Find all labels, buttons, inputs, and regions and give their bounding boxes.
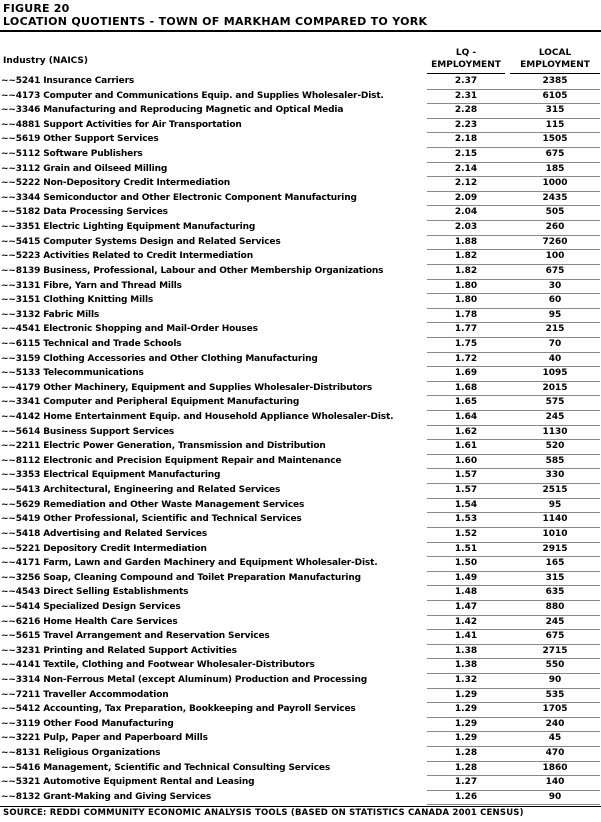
table-row [0,177,601,192]
employment-cell: 1130 [542,426,568,437]
employment-cell: 2435 [542,192,568,203]
lq-cell: 1.60 [454,455,478,466]
table-row [0,499,601,514]
industry-cell: ~~6115 Technical and Trade Schools [1,338,182,349]
industry-cell: ~~3314 Non-Ferrous Metal (except Aluminum) Production and Processing [1,674,367,685]
industry-cell: ~~4171 Farm, Lawn and Garden Machinery and Equipment Wholesaler-Dist. [1,558,378,569]
employment-cell: 470 [545,748,565,759]
table-row [0,236,601,251]
lq-cell: 1.72 [454,353,478,364]
industry-cell: ~~5415 Computer Systems Design and Related Services [1,236,281,247]
employment-cell: 165 [545,558,565,569]
table-row [0,455,601,470]
employment-cell: 115 [545,119,565,130]
employment-cell: 2515 [542,485,568,496]
lq-cell: 1.47 [454,601,478,612]
employment-cell: 330 [545,470,565,481]
table-row [0,543,601,558]
industry-cell: ~~5221 Depository Credit Intermediation [1,543,207,554]
industry-cell: ~~2211 Electric Power Generation, Transmission and Distribution [1,441,326,452]
figure-title: LOCATION QUOTIENTS - TOWN OF MARKHAM COMPARED TO YORK [3,15,428,28]
table-row [0,280,601,295]
lq-cell: 1.38 [454,645,478,656]
table-row [0,659,601,674]
industry-cell: ~~3159 Clothing Accessories and Other Clothing Manufacturing [1,353,318,364]
table-row [0,645,601,660]
lq-cell: 1.27 [454,777,478,788]
industry-cell: ~~3353 Electrical Equipment Manufacturing [1,470,221,481]
lq-cell: 1.57 [454,470,478,481]
employment-cell: 70 [548,338,562,349]
source-note: SOURCE: REDDI COMMUNITY ECONOMIC ANALYSIS TOOLS (BASED ON STATISTICS CANADA 2001 CENSUS) [3,808,524,818]
industry-cell: ~~3151 Clothing Knitting Mills [1,295,154,306]
lq-cell: 1.26 [454,791,478,802]
employment-cell: 535 [545,689,565,700]
lq-cell: 1.29 [454,718,478,729]
lq-cell: 1.38 [454,660,478,671]
lq-cell: 1.28 [454,762,478,773]
industry-cell: ~~3231 Printing and Related Support Activities [1,645,237,656]
lq-cell: 1.28 [454,748,478,759]
employment-cell: 90 [548,674,562,685]
industry-cell: ~~5412 Accounting, Tax Preparation, Bookkeeping and Payroll Services [1,704,356,715]
table-row [0,133,601,148]
employment-column-header [510,47,600,71]
lq-cell: 2.03 [454,222,478,233]
lq-cell: 1.29 [454,704,478,715]
lq-cell: 1.78 [454,309,478,320]
table-row [0,616,601,631]
lq-cell: 1.77 [454,324,478,335]
table-row [0,367,601,382]
table-row [0,396,601,411]
industry-cell: ~~3119 Other Food Manufacturing [1,718,174,729]
table-row [0,104,601,119]
lq-cell: 1.68 [454,382,478,393]
industry-cell: ~~5629 Remediation and Other Waste Management Services [1,499,305,510]
table-row [0,718,601,733]
industry-cell: ~~5223 Activities Related to Credit Intermediation [1,251,253,262]
table-row [0,776,601,791]
table-row [0,469,601,484]
lq-cell: 1.51 [454,543,478,554]
lq-cell: 1.82 [454,251,478,262]
industry-cell: ~~6216 Home Health Care Services [1,616,178,627]
employment-cell: 575 [545,397,565,408]
lq-cell: 2.18 [454,134,478,145]
lq-cell: 1.48 [454,587,478,598]
employment-cell: 505 [545,207,565,218]
industry-cell: ~~4881 Support Activities for Air Transportation [1,119,242,130]
lq-cell: 1.69 [454,368,478,379]
lq-cell: 1.80 [454,295,478,306]
table-row [0,630,601,645]
lq-cell: 1.62 [454,426,478,437]
employment-cell: 240 [545,718,565,729]
industry-cell: ~~3341 Computer and Peripheral Equipment Manufacturing [1,397,300,408]
lq-cell: 2.28 [454,105,478,116]
table-row [0,586,601,601]
table-row [0,382,601,397]
industry-cell: ~~3221 Pulp, Paper and Paperboard Mills [1,733,208,744]
industry-cell: ~~3256 Soap, Cleaning Compound and Toilet Preparation Manufacturing [1,572,361,583]
lq-header-line2: EMPLOYMENT [431,60,501,70]
data-table [0,75,601,805]
employment-cell: 1140 [542,514,568,525]
employment-cell: 2715 [542,645,568,656]
table-row [0,294,601,309]
table-row [0,250,601,265]
industry-cell: ~~5182 Data Processing Services [1,207,168,218]
table-row [0,206,601,221]
employment-cell: 45 [548,733,562,744]
table-row [0,163,601,178]
table-row [0,309,601,324]
lq-cell: 1.53 [454,514,478,525]
employment-header-line2: EMPLOYMENT [520,60,590,70]
industry-cell: ~~5321 Automotive Equipment Rental and Leasing [1,777,255,788]
lq-cell: 2.37 [454,76,478,86]
lq-cell: 1.65 [454,397,478,408]
lq-cell: 1.64 [454,412,478,423]
employment-cell: 1000 [542,178,568,189]
employment-cell: 1010 [542,528,568,539]
lq-cell: 1.88 [454,236,478,247]
table-row [0,791,601,806]
table-row [0,426,601,441]
employment-cell: 635 [545,587,565,598]
employment-cell: 245 [545,412,565,423]
employment-cell: 675 [545,265,565,276]
industry-cell: ~~5222 Non-Depository Credit Intermediation [1,178,231,189]
industry-cell: ~~3112 Grain and Oilseed Milling [1,163,168,174]
employment-cell: 60 [548,295,562,306]
table-row [0,747,601,762]
table-row [0,557,601,572]
lq-cell: 1.82 [454,265,478,276]
lq-cell: 2.04 [454,207,478,218]
employment-cell: 1860 [542,762,568,773]
industry-cell: ~~4541 Electronic Shopping and Mail-Order Houses [1,324,258,335]
employment-cell: 2385 [542,76,568,86]
table-row [0,411,601,426]
industry-cell: ~~5416 Management, Scientific and Technical Consulting Services [1,762,331,773]
industry-cell: ~~3351 Electric Lighting Equipment Manufacturing [1,222,256,233]
lq-cell: 1.29 [454,689,478,700]
industry-cell: ~~7211 Traveller Accommodation [1,689,169,700]
table-row [0,674,601,689]
table-row [0,572,601,587]
industry-cell: ~~3346 Manufacturing and Reproducing Magnetic and Optical Media [1,105,344,116]
employment-cell: 185 [545,163,565,174]
employment-cell: 550 [545,660,565,671]
industry-cell: ~~4142 Home Entertainment Equip. and Household Appliance Wholesaler-Dist. [1,412,394,423]
table-row [0,119,601,134]
employment-cell: 215 [545,324,565,335]
employment-cell: 95 [548,499,562,510]
industry-cell: ~~8132 Grant-Making and Giving Services [1,791,212,802]
lq-cell: 1.54 [454,499,478,510]
lq-cell: 2.09 [454,192,478,203]
table-row [0,762,601,777]
industry-cell: ~~5112 Software Publishers [1,149,143,160]
table-row [0,265,601,280]
lq-cell: 2.23 [454,119,478,130]
lq-cell: 1.29 [454,733,478,744]
industry-cell: ~~5614 Business Support Services [1,426,175,437]
employment-cell: 140 [545,777,565,788]
lq-column-header [427,47,505,71]
table-row [0,90,601,105]
lq-cell: 1.57 [454,485,478,496]
employment-cell: 315 [545,105,565,116]
employment-cell: 315 [545,572,565,583]
lq-cell: 1.52 [454,528,478,539]
employment-cell: 30 [548,280,562,291]
table-row [0,440,601,455]
table-row [0,528,601,543]
industry-cell: ~~3344 Semiconductor and Other Electronic Component Manufacturing [1,192,357,203]
employment-cell: 1505 [542,134,568,145]
industry-cell: ~~8131 Religious Organizations [1,748,161,759]
employment-cell: 100 [545,251,565,262]
industry-cell: ~~5241 Insurance Carriers [1,76,135,86]
table-row [0,601,601,616]
employment-header-underline [510,73,600,74]
table-row [0,703,601,718]
employment-cell: 7260 [542,236,568,247]
figure-label: FIGURE 20 [3,2,70,15]
table-row [0,484,601,499]
lq-cell: 1.49 [454,572,478,583]
lq-header-underline [427,73,505,74]
industry-cell: ~~5418 Advertising and Related Services [1,528,208,539]
industry-cell: ~~5619 Other Support Services [1,134,159,145]
lq-cell: 1.75 [454,338,478,349]
industry-column-header: Industry (NAICS) [3,56,89,66]
industry-cell: ~~5615 Travel Arrangement and Reservation Services [1,631,270,642]
lq-cell: 2.15 [454,149,478,160]
table-row [0,353,601,368]
employment-cell: 2915 [542,543,568,554]
table-row [0,338,601,353]
industry-cell: ~~4543 Direct Selling Establishments [1,587,189,598]
lq-cell: 1.32 [454,674,478,685]
industry-cell: ~~3131 Fibre, Yarn and Thread Mills [1,280,182,291]
employment-cell: 40 [548,353,562,364]
employment-cell: 2015 [542,382,568,393]
industry-cell: ~~3132 Fabric Mills [1,309,100,320]
table-row [0,148,601,163]
employment-cell: 880 [545,601,565,612]
employment-cell: 245 [545,616,565,627]
employment-cell: 675 [545,631,565,642]
industry-cell: ~~4179 Other Machinery, Equipment and Supplies Wholesaler-Distributors [1,382,373,393]
employment-cell: 260 [545,222,565,233]
industry-cell: ~~5419 Other Professional, Scientific and Technical Services [1,514,302,525]
employment-cell: 1095 [542,368,568,379]
lq-cell: 1.42 [454,616,478,627]
lq-cell: 1.50 [454,558,478,569]
industry-cell: ~~5413 Architectural, Engineering and Related Services [1,485,281,496]
employment-cell: 6105 [542,90,568,101]
bottom-rule [0,806,601,807]
lq-cell: 2.12 [454,178,478,189]
employment-cell: 90 [548,791,562,802]
employment-cell: 1705 [542,704,568,715]
industry-cell: ~~5414 Specialized Design Services [1,601,181,612]
table-row [0,732,601,747]
employment-cell: 585 [545,455,565,466]
employment-cell: 520 [545,441,565,452]
employment-cell: 675 [545,149,565,160]
table-row [0,689,601,704]
industry-cell: ~~4173 Computer and Communications Equip. and Supplies Wholesaler-Dist. [1,90,384,101]
industry-cell: ~~5133 Telecommunications [1,368,144,379]
employment-cell: 95 [548,309,562,320]
industry-cell: ~~8112 Electronic and Precision Equipment Repair and Maintenance [1,455,342,466]
employment-header-line1: LOCAL [538,48,572,58]
lq-header-line1: LQ - [455,48,477,58]
lq-cell: 1.80 [454,280,478,291]
top-rule [0,30,601,32]
table-row [0,192,601,207]
lq-cell: 1.41 [454,631,478,642]
lq-cell: 2.14 [454,163,478,174]
lq-cell: 2.31 [454,90,478,101]
industry-cell: ~~4141 Textile, Clothing and Footwear Wholesaler-Distributors [1,660,315,671]
industry-cell: ~~8139 Business, Professional, Labour and Other Membership Organizations [1,265,384,276]
table-row [0,221,601,236]
lq-cell: 1.61 [454,441,478,452]
table-row [0,513,601,528]
table-row [0,323,601,338]
table-row [0,75,601,90]
